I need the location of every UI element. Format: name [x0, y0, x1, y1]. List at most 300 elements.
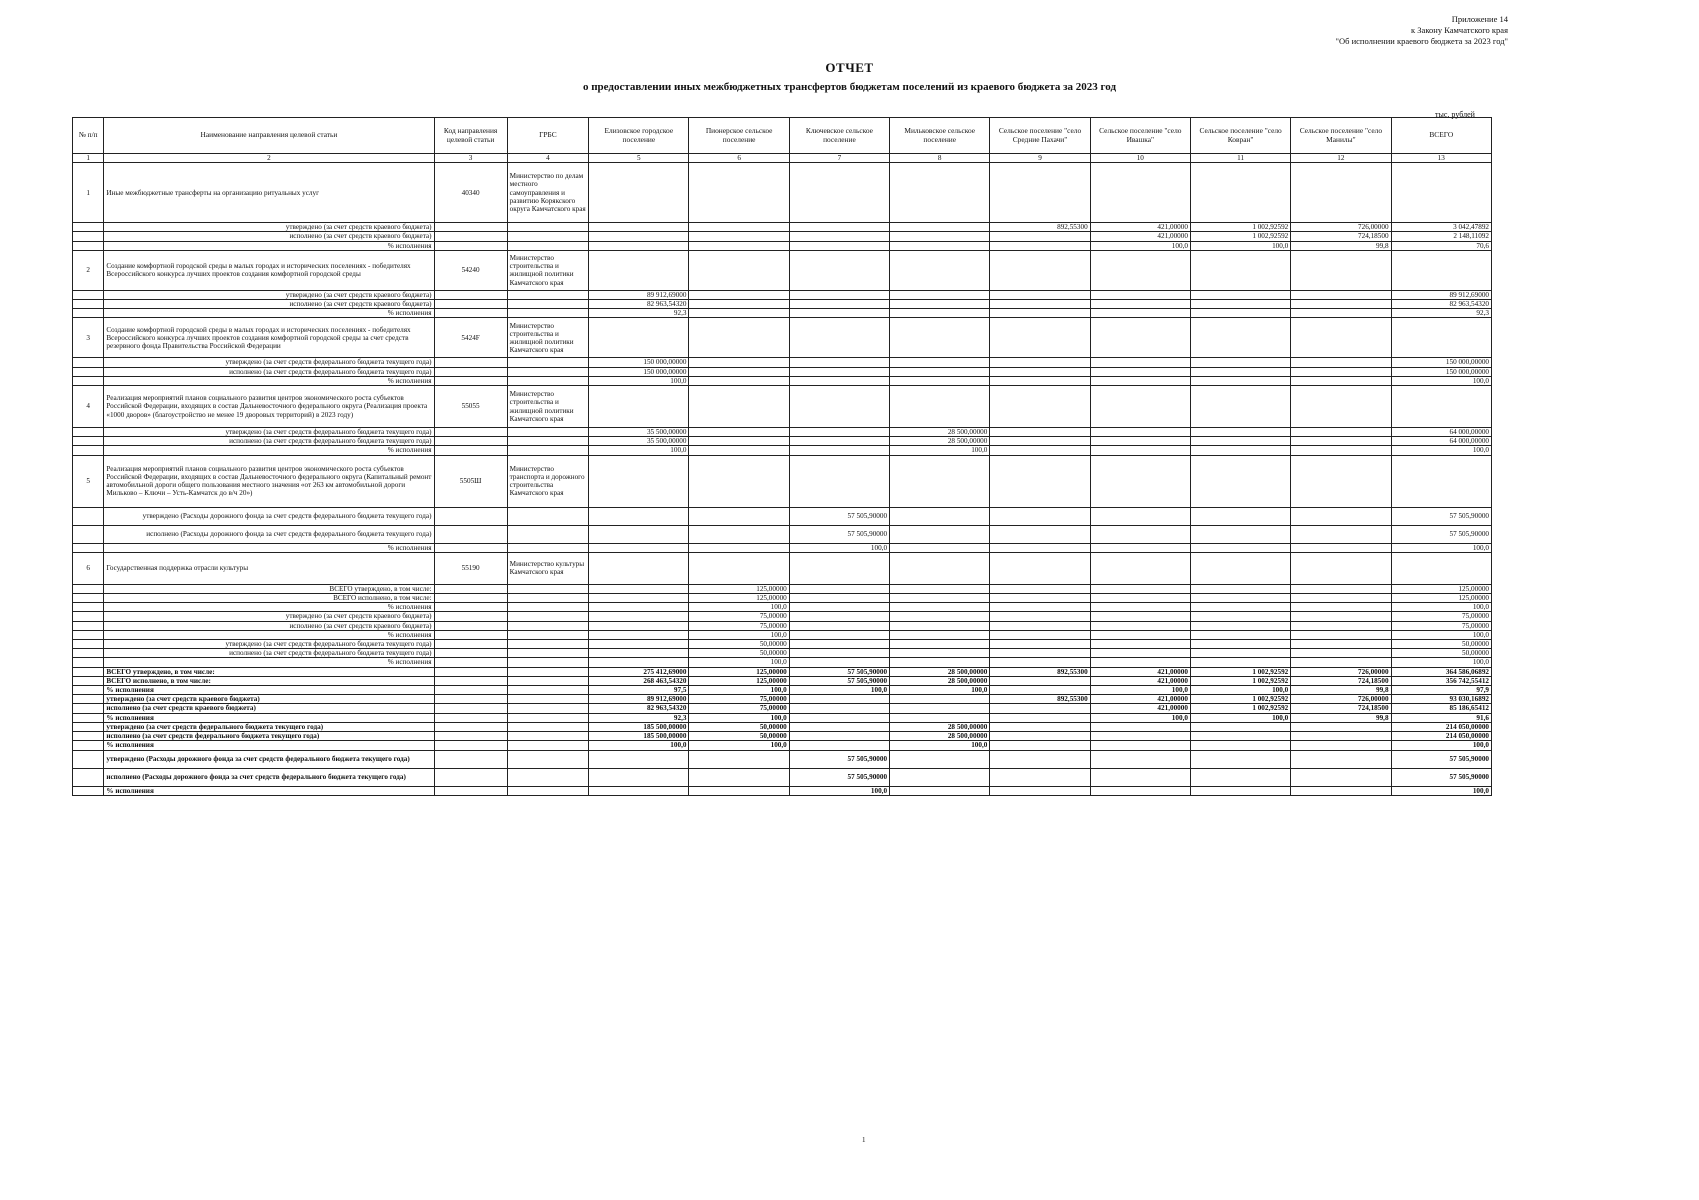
section-grbs: Министерство по делам местного самоуправления и развитию Корякского округа Камчатского края — [507, 163, 589, 223]
row-grbs-cell — [507, 428, 589, 437]
row-number-cell — [73, 543, 104, 552]
totals-label: % исполнения — [104, 686, 434, 695]
section-grbs: Министерство строительства и жилищной политики Камчатского края — [507, 318, 589, 358]
row-grbs-cell — [507, 594, 589, 603]
value-cell — [890, 309, 990, 318]
row-code-cell — [434, 649, 507, 658]
section-number: 6 — [73, 552, 104, 584]
empty-cell — [1291, 455, 1391, 507]
value-cell — [789, 241, 889, 250]
value-cell: 1 002,92592 — [1190, 232, 1290, 241]
value-cell — [1090, 612, 1190, 621]
value-cell — [990, 428, 1090, 437]
empty-cell — [1291, 163, 1391, 223]
totals-label: % исполнения — [104, 741, 434, 750]
totals-row — [73, 695, 1492, 704]
row-label: % исполнения — [104, 241, 434, 250]
value-cell — [1190, 367, 1290, 376]
row-label: % исполнения — [104, 376, 434, 385]
value-cell — [1291, 594, 1391, 603]
totals-value-cell — [789, 732, 889, 741]
row-code-cell — [434, 704, 507, 713]
row-grbs-cell — [507, 786, 589, 795]
header-milkovskoe: Мильковское сельское поселение — [890, 118, 990, 154]
row-code-cell — [434, 612, 507, 621]
empty-cell — [990, 552, 1090, 584]
totals-row — [73, 704, 1492, 713]
empty-cell — [1090, 163, 1190, 223]
empty-cell — [1291, 386, 1391, 428]
row-code-cell — [434, 584, 507, 593]
value-cell — [789, 309, 889, 318]
row-code-cell — [434, 446, 507, 455]
totals-value-cell: 214 050,00000 — [1391, 732, 1491, 741]
empty-cell — [990, 455, 1090, 507]
totals-label: % исполнения — [104, 786, 434, 795]
row-code-cell — [434, 232, 507, 241]
row-code-cell — [434, 367, 507, 376]
value-cell — [890, 584, 990, 593]
table-row — [73, 621, 1492, 630]
empty-cell — [789, 318, 889, 358]
table-row — [73, 376, 1492, 385]
header-srednie-pakhachi: Сельское поселение "село Средние Пахачи" — [990, 118, 1090, 154]
value-cell — [1090, 603, 1190, 612]
row-number-cell — [73, 223, 104, 232]
value-cell — [1190, 594, 1290, 603]
row-grbs-cell — [507, 507, 589, 525]
report-table — [72, 117, 1492, 796]
totals-value-cell: 100,0 — [1190, 713, 1290, 722]
value-cell — [1090, 584, 1190, 593]
value-cell — [1090, 358, 1190, 367]
row-number-cell — [73, 732, 104, 741]
row-grbs-cell — [507, 300, 589, 309]
table-row — [73, 241, 1492, 250]
table-row — [73, 507, 1492, 525]
column-number: 6 — [689, 154, 789, 163]
row-grbs-cell — [507, 621, 589, 630]
section-grbs: Министерство строительства и жилищной политики Камчатского края — [507, 250, 589, 290]
row-label: утверждено (за счет средств краевого бюджета) — [104, 290, 434, 299]
totals-value-cell — [589, 786, 689, 795]
value-cell — [1090, 428, 1190, 437]
table-row — [73, 603, 1492, 612]
value-cell — [1190, 358, 1290, 367]
value-cell — [990, 543, 1090, 552]
table-row — [73, 309, 1492, 318]
row-grbs-cell — [507, 732, 589, 741]
empty-cell — [1291, 318, 1391, 358]
row-code-cell — [434, 603, 507, 612]
row-code-cell — [434, 713, 507, 722]
row-number-cell — [73, 667, 104, 676]
row-grbs-cell — [507, 525, 589, 543]
value-cell — [689, 241, 789, 250]
value-cell: 75,00000 — [1391, 612, 1491, 621]
totals-value-cell: 97,5 — [589, 686, 689, 695]
value-cell — [789, 367, 889, 376]
value-cell — [1291, 309, 1391, 318]
totals-label: утверждено (за счет средств краевого бюджета) — [104, 695, 434, 704]
empty-cell — [689, 552, 789, 584]
row-code-cell — [434, 695, 507, 704]
value-cell — [890, 232, 990, 241]
header-grbs: ГРБС — [507, 118, 589, 154]
value-cell — [789, 300, 889, 309]
value-cell: 28 500,00000 — [890, 437, 990, 446]
totals-value-cell — [990, 722, 1090, 731]
section-row — [73, 552, 1492, 584]
row-label: исполнено (Расходы дорожного фонда за счет средств федерального бюджета текущего года) — [104, 525, 434, 543]
value-cell: 75,00000 — [689, 621, 789, 630]
value-cell — [789, 658, 889, 667]
row-code-cell — [434, 768, 507, 786]
value-cell — [1190, 649, 1290, 658]
totals-value-cell: 28 500,00000 — [890, 722, 990, 731]
totals-value-cell — [789, 713, 889, 722]
value-cell — [1291, 630, 1391, 639]
empty-cell — [789, 552, 889, 584]
empty-cell — [689, 455, 789, 507]
totals-row — [73, 722, 1492, 731]
row-grbs-cell — [507, 695, 589, 704]
totals-value-cell — [1090, 786, 1190, 795]
value-cell — [589, 630, 689, 639]
totals-value-cell — [789, 695, 889, 704]
appendix-line-3: "Об исполнении краевого бюджета за 2023 год" — [1335, 36, 1508, 46]
value-cell — [589, 223, 689, 232]
value-cell — [1190, 290, 1290, 299]
totals-label: утверждено (Расходы дорожного фонда за счет средств федерального бюджета текущего года) — [104, 750, 434, 768]
section-row — [73, 318, 1492, 358]
row-code-cell — [434, 640, 507, 649]
value-cell: 125,00000 — [689, 584, 789, 593]
totals-value-cell — [1090, 768, 1190, 786]
row-number-cell — [73, 686, 104, 695]
value-cell — [890, 594, 990, 603]
row-number-cell — [73, 446, 104, 455]
totals-value-cell — [789, 704, 889, 713]
value-cell — [689, 223, 789, 232]
value-cell: 50,00000 — [689, 640, 789, 649]
value-cell — [689, 507, 789, 525]
value-cell — [990, 603, 1090, 612]
value-cell — [689, 290, 789, 299]
row-number-cell — [73, 358, 104, 367]
value-cell — [990, 507, 1090, 525]
value-cell: 99,8 — [1291, 241, 1391, 250]
row-label: исполнено (за счет средств федерального бюджета текущего года) — [104, 437, 434, 446]
empty-cell — [1090, 455, 1190, 507]
value-cell — [1090, 658, 1190, 667]
empty-cell — [890, 163, 990, 223]
row-label: % исполнения — [104, 603, 434, 612]
section-grbs: Министерство культуры Камчатского края — [507, 552, 589, 584]
table-row — [73, 649, 1492, 658]
empty-cell — [1190, 250, 1290, 290]
value-cell — [689, 367, 789, 376]
row-number-cell — [73, 309, 104, 318]
value-cell: 150 000,00000 — [589, 367, 689, 376]
value-cell — [990, 376, 1090, 385]
value-cell — [1090, 621, 1190, 630]
totals-value-cell: 185 500,00000 — [589, 722, 689, 731]
totals-label: исполнено (Расходы дорожного фонда за счет средств федерального бюджета текущего года) — [104, 768, 434, 786]
section-row — [73, 163, 1492, 223]
totals-value-cell — [1190, 750, 1290, 768]
row-number-cell — [73, 704, 104, 713]
header-no: № п/п — [73, 118, 104, 154]
value-cell: 50,00000 — [1391, 649, 1491, 658]
empty-cell — [589, 318, 689, 358]
totals-row — [73, 686, 1492, 695]
value-cell — [990, 649, 1090, 658]
empty-cell — [990, 250, 1090, 290]
totals-value-cell: 57 505,90000 — [1391, 768, 1491, 786]
units-label: тыс. рублей — [1435, 110, 1475, 119]
value-cell: 1 002,92592 — [1190, 223, 1290, 232]
column-number: 1 — [73, 154, 104, 163]
totals-value-cell: 89 912,69000 — [589, 695, 689, 704]
totals-value-cell: 1 002,92592 — [1190, 676, 1290, 685]
row-number-cell — [73, 713, 104, 722]
empty-cell — [689, 318, 789, 358]
value-cell — [789, 446, 889, 455]
row-grbs-cell — [507, 584, 589, 593]
totals-value-cell: 1 002,92592 — [1190, 704, 1290, 713]
table-row — [73, 367, 1492, 376]
empty-cell — [1190, 163, 1290, 223]
empty-cell — [1391, 386, 1491, 428]
section-number: 3 — [73, 318, 104, 358]
value-cell — [689, 428, 789, 437]
row-grbs-cell — [507, 367, 589, 376]
row-grbs-cell — [507, 358, 589, 367]
empty-cell — [1190, 318, 1290, 358]
totals-value-cell: 268 463,54320 — [589, 676, 689, 685]
section-name: Реализация мероприятий планов социального развития центров экономического роста субъектов Российской Федерации, входящих в состав Дальневосточного федерального округа (Реализация проекта «1000 дворов» (благоустройство не менее 19 дворовых территорий) в 2023 году) — [104, 386, 434, 428]
value-cell — [1090, 543, 1190, 552]
row-number-cell — [73, 722, 104, 731]
totals-value-cell: 100,0 — [589, 741, 689, 750]
value-cell: 3 042,47892 — [1391, 223, 1491, 232]
row-code-cell — [434, 543, 507, 552]
value-cell — [1291, 525, 1391, 543]
value-cell — [1190, 525, 1290, 543]
row-grbs-cell — [507, 437, 589, 446]
totals-value-cell — [1291, 732, 1391, 741]
row-label: % исполнения — [104, 543, 434, 552]
totals-value-cell — [789, 722, 889, 731]
row-code-cell — [434, 428, 507, 437]
value-cell — [1090, 649, 1190, 658]
row-code-cell — [434, 300, 507, 309]
row-code-cell — [434, 525, 507, 543]
table-row — [73, 446, 1492, 455]
row-grbs-cell — [507, 713, 589, 722]
row-label: исполнено (за счет средств краевого бюджета) — [104, 232, 434, 241]
value-cell — [789, 232, 889, 241]
totals-value-cell — [689, 768, 789, 786]
row-grbs-cell — [507, 241, 589, 250]
empty-cell — [789, 386, 889, 428]
value-cell: 82 963,54320 — [1391, 300, 1491, 309]
value-cell — [990, 232, 1090, 241]
value-cell — [589, 649, 689, 658]
section-code: 40340 — [434, 163, 507, 223]
totals-value-cell: 100,0 — [689, 741, 789, 750]
empty-cell — [990, 163, 1090, 223]
row-number-cell — [73, 584, 104, 593]
row-code-cell — [434, 223, 507, 232]
value-cell — [1291, 376, 1391, 385]
value-cell: 125,00000 — [689, 594, 789, 603]
totals-value-cell: 726,00000 — [1291, 695, 1391, 704]
row-grbs-cell — [507, 223, 589, 232]
value-cell — [589, 612, 689, 621]
value-cell — [1190, 309, 1290, 318]
row-grbs-cell — [507, 376, 589, 385]
empty-cell — [1391, 250, 1491, 290]
value-cell — [1090, 525, 1190, 543]
value-cell — [689, 543, 789, 552]
value-cell: 35 500,00000 — [589, 428, 689, 437]
row-code-cell — [434, 732, 507, 741]
totals-value-cell — [890, 750, 990, 768]
empty-cell — [1391, 163, 1491, 223]
row-grbs-cell — [507, 686, 589, 695]
value-cell — [890, 367, 990, 376]
empty-cell — [1190, 552, 1290, 584]
row-grbs-cell — [507, 543, 589, 552]
value-cell — [789, 290, 889, 299]
value-cell: 100,0 — [1391, 446, 1491, 455]
value-cell — [689, 309, 789, 318]
value-cell: 57 505,90000 — [1391, 507, 1491, 525]
row-label: ВСЕГО исполнено, в том числе: — [104, 594, 434, 603]
value-cell — [1090, 507, 1190, 525]
totals-value-cell — [990, 741, 1090, 750]
totals-value-cell — [1291, 786, 1391, 795]
totals-value-cell — [990, 676, 1090, 685]
row-label: % исполнения — [104, 309, 434, 318]
page-number: 1 — [862, 1136, 866, 1144]
empty-cell — [890, 318, 990, 358]
totals-value-cell: 100,0 — [890, 686, 990, 695]
totals-row — [73, 732, 1492, 741]
value-cell — [990, 594, 1090, 603]
value-cell — [789, 621, 889, 630]
totals-value-cell: 50,00000 — [689, 732, 789, 741]
section-name: Создание комфортной городской среды в малых городах и исторических поселениях - победителях Всероссийского конкурса лучших проектов создания комфортной городской среды за счет средств резервного фонда Правительства Российской Федерации — [104, 318, 434, 358]
empty-cell — [1291, 552, 1391, 584]
value-cell — [990, 525, 1090, 543]
value-cell — [1291, 300, 1391, 309]
value-cell — [1291, 621, 1391, 630]
empty-cell — [689, 250, 789, 290]
totals-value-cell: 726,00000 — [1291, 667, 1391, 676]
totals-row — [73, 786, 1492, 795]
empty-cell — [689, 163, 789, 223]
row-grbs-cell — [507, 704, 589, 713]
totals-value-cell: 892,55300 — [990, 695, 1090, 704]
value-cell — [1190, 584, 1290, 593]
value-cell — [890, 658, 990, 667]
value-cell: 50,00000 — [1391, 640, 1491, 649]
value-cell — [1090, 630, 1190, 639]
row-label: % исполнения — [104, 658, 434, 667]
empty-cell — [1291, 250, 1391, 290]
header-pionerskoe: Пионерское сельское поселение — [689, 118, 789, 154]
value-cell — [890, 621, 990, 630]
row-label: утверждено (за счет средств краевого бюджета) — [104, 612, 434, 621]
row-number-cell — [73, 741, 104, 750]
empty-cell — [589, 386, 689, 428]
row-grbs-cell — [507, 750, 589, 768]
row-code-cell — [434, 686, 507, 695]
value-cell — [789, 649, 889, 658]
value-cell — [789, 376, 889, 385]
value-cell: 100,0 — [1391, 376, 1491, 385]
value-cell — [1190, 428, 1290, 437]
row-grbs-cell — [507, 667, 589, 676]
value-cell: 75,00000 — [1391, 621, 1491, 630]
value-cell — [1090, 640, 1190, 649]
column-number: 3 — [434, 154, 507, 163]
header-name: Наименование направления целевой статьи — [104, 118, 434, 154]
value-cell: 150 000,00000 — [589, 358, 689, 367]
row-code-cell — [434, 437, 507, 446]
totals-label: исполнено (за счет средств федерального бюджета текущего года) — [104, 732, 434, 741]
column-number: 13 — [1391, 154, 1491, 163]
value-cell — [589, 594, 689, 603]
row-number-cell — [73, 786, 104, 795]
totals-value-cell: 57 505,90000 — [789, 768, 889, 786]
value-cell — [990, 437, 1090, 446]
value-cell: 100,0 — [689, 630, 789, 639]
value-cell — [589, 507, 689, 525]
empty-cell — [789, 455, 889, 507]
row-number-cell — [73, 640, 104, 649]
value-cell — [990, 612, 1090, 621]
value-cell — [890, 612, 990, 621]
value-cell: 150 000,00000 — [1391, 358, 1491, 367]
value-cell: 100,0 — [1391, 658, 1491, 667]
appendix-note — [1336, 14, 1508, 47]
value-cell: 726,00000 — [1291, 223, 1391, 232]
totals-value-cell: 91,6 — [1391, 713, 1491, 722]
row-grbs-cell — [507, 649, 589, 658]
value-cell — [990, 621, 1090, 630]
totals-value-cell — [1190, 732, 1290, 741]
value-cell: 100,0 — [589, 376, 689, 385]
header-manily: Сельское поселение "село Манилы" — [1291, 118, 1391, 154]
totals-value-cell: 275 412,69000 — [589, 667, 689, 676]
header-klyuchevskoe: Ключевское сельское поселение — [789, 118, 889, 154]
section-grbs: Министерство транспорта и дорожного строительства Камчатского края — [507, 455, 589, 507]
totals-value-cell: 57 505,90000 — [1391, 750, 1491, 768]
column-number-row — [73, 154, 1492, 163]
value-cell: 100,0 — [789, 543, 889, 552]
value-cell: 100,0 — [1391, 543, 1491, 552]
totals-value-cell — [890, 704, 990, 713]
row-number-cell — [73, 630, 104, 639]
report-body — [73, 163, 1492, 796]
row-label: исполнено (за счет средств федерального бюджета текущего года) — [104, 367, 434, 376]
totals-value-cell: 75,00000 — [689, 704, 789, 713]
totals-value-cell: 28 500,00000 — [890, 676, 990, 685]
